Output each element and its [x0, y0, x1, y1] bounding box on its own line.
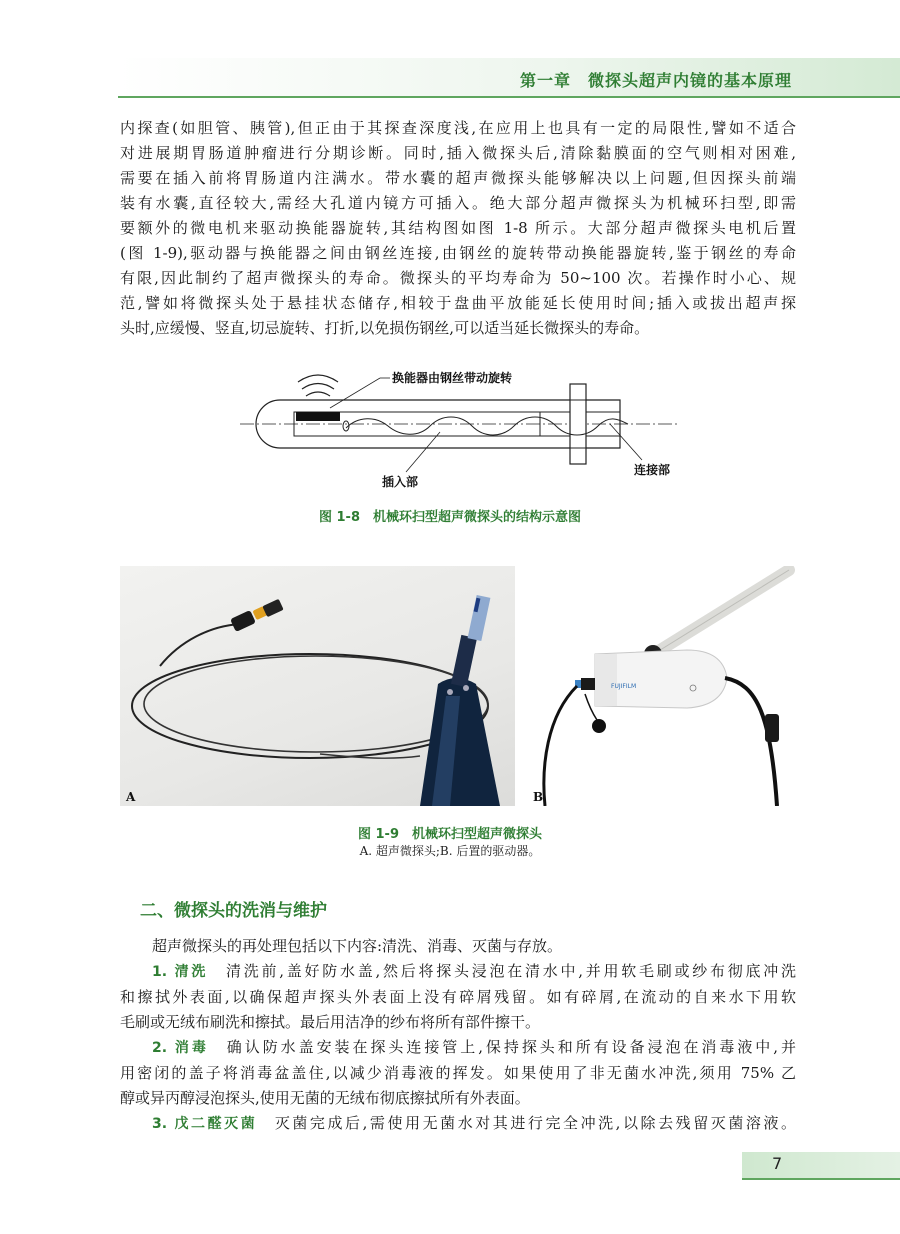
connector-flange: [570, 384, 586, 464]
intro-line: 装有水囊,直径较大,需经大孔道内镜方可插入。绝大部分超声微探头为机械环扫型,即需: [120, 194, 796, 212]
photo-b-label: B: [533, 790, 544, 804]
item-2-line: 醇或异丙醇浸泡探头,使用无菌的无绒布彻底擦拭所有外表面。: [120, 1089, 530, 1107]
intro-line: 内探查(如胆管、胰管),但正由于其探查深度浅,在应用上也具有一定的局限性,譬如不适合: [120, 119, 796, 137]
item-1-head: 1. 清洗: [152, 964, 209, 980]
intro-line: 头时,应缓慢、竖直,切忌旋转、打折,以免损伤钢丝,可以适当延长微探头的寿命。: [120, 319, 650, 337]
section-intro: 超声微探头的再处理包括以下内容:清洗、消毒、灭菌与存放。: [152, 937, 563, 955]
item-2-head: 2. 消毒: [152, 1040, 209, 1056]
page-number: 7: [772, 1154, 783, 1173]
section-title: 二、微探头的洗消与维护: [140, 901, 327, 921]
figure-1-8-caption: 图 1-8 机械环扫型超声微探头的结构示意图: [318, 510, 581, 525]
figure-1-9-caption: 图 1-9 机械环扫型超声微探头: [357, 827, 542, 842]
insertion-label: 插入部: [382, 475, 419, 489]
intro-line: 范,譬如将微探头处于悬挂状态储存,相较于盘曲平放能延长使用时间;插入或拔出超声探: [120, 294, 796, 312]
item-2-line-1: 2. 消毒 确认防水盖安装在探头连接管上,保持探头和所有设备浸泡在消毒液中,并: [152, 1038, 796, 1056]
intro-paragraph: [120, 116, 796, 341]
signal-arc: [298, 375, 338, 382]
photo-drive-unit: [527, 566, 795, 806]
chapter-title: 第一章 微探头超声内镜的基本原理: [519, 71, 792, 90]
photo-micro-probe: [120, 566, 515, 806]
figure-1-9-subcaption: A. 超声微探头;B. 后置的驱动器。: [359, 844, 541, 858]
photo-a-label: A: [126, 790, 136, 804]
device-brand: FUJIFILM: [611, 683, 637, 690]
transducer-label: 换能器由钢丝带动旋转: [392, 371, 513, 385]
probe-structure-diagram: [230, 360, 690, 500]
item-3-line-1: 3. 戊二醛灭菌 灭菌完成后,需使用无菌水对其进行完全冲洗,以除去残留灭菌溶液。: [152, 1114, 796, 1132]
footer-bar: [742, 1152, 900, 1180]
micro-probe-illustration: [120, 566, 515, 806]
item-1-line: 和擦拭外表面,以确保超声探头外表面上没有碎屑残留。如有碎屑,在流动的自来水下用软: [120, 988, 796, 1006]
intro-line: 有限,因此制约了超声微探头的寿命。微探头的平均寿命为 50~100 次。若操作时小心、规: [120, 269, 796, 287]
intro-line: (图 1-9),驱动器与换能器之间由钢丝连接,由钢丝的旋转带动换能器旋转,鉴于钢丝的寿命: [120, 244, 796, 262]
section-body: [120, 934, 796, 1137]
signal-arc: [306, 392, 330, 396]
item-1-line: 毛刷或无绒布刷洗和擦拭。最后用洁净的纱布将所有部件擦干。: [120, 1013, 541, 1031]
intro-line: 对进展期胃肠道肿瘤进行分期诊断。同时,插入微探头后,清除黏膜面的空气则相对困难,: [120, 144, 796, 162]
intro-line: 要额外的微电机来驱动换能器旋转,其结构图如图 1-8 所示。大部分超声微探头电机后置: [120, 219, 796, 237]
drive-unit-illustration: [527, 566, 795, 806]
item-1-line-1: 1. 清洗 清洗前,盖好防水盖,然后将探头浸泡在清水中,并用软毛刷或纱布彻底冲洗: [152, 962, 796, 980]
intro-line: 需要在插入前将胃肠道内注满水。带水囊的超声微探头能够解决以上问题,但因探头前端: [120, 169, 796, 187]
item-3-head: 3. 戊二醛灭菌: [152, 1116, 258, 1132]
transducer-block: [296, 412, 340, 421]
connector-label: 连接部: [634, 463, 671, 477]
item-2-line: 用密闭的盖子将消毒盆盖住,以减少消毒液的挥发。如果使用了非无菌水冲洗,须用 75% 乙: [120, 1064, 796, 1082]
signal-arc: [302, 384, 334, 390]
